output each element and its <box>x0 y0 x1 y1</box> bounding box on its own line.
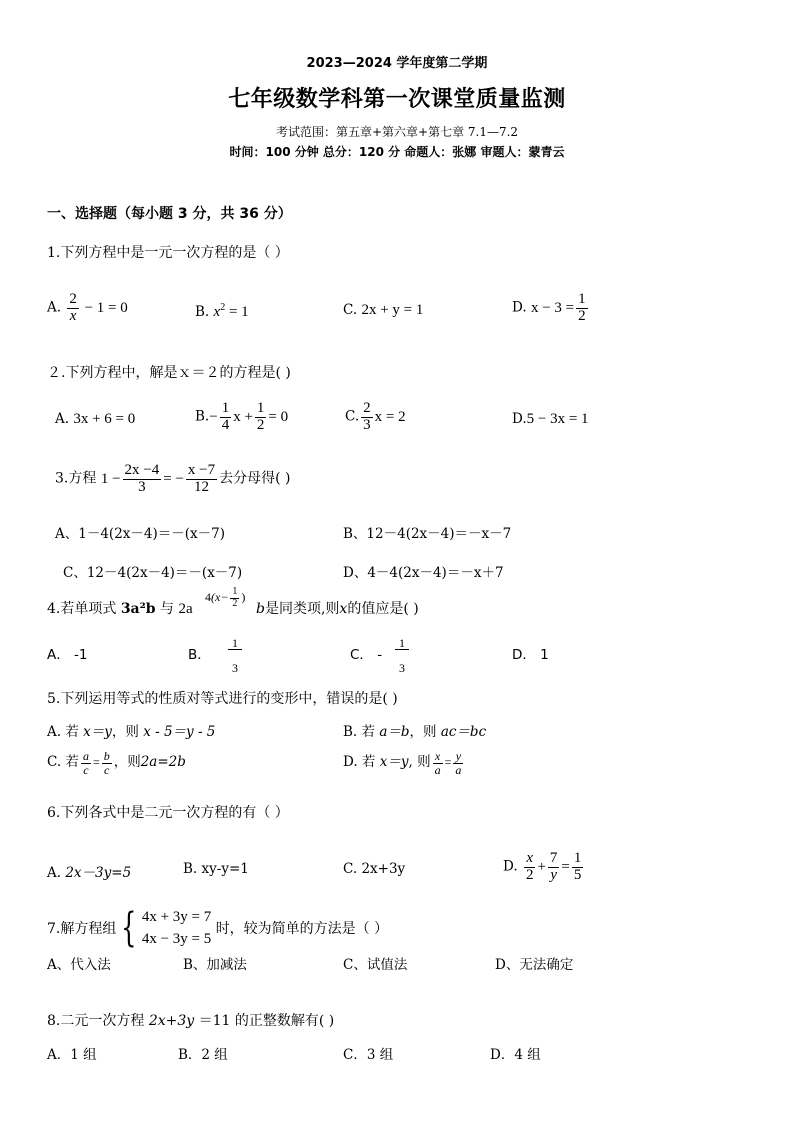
q2-stem: ２.下列方程中，解是ｘ＝２的方程是( ) <box>47 365 291 381</box>
q5-option-c: C. 若 $\frac{a}{c}$ = $\frac{b}{c}$ ，则2a=2b <box>47 749 186 777</box>
q2-option-d: D.5 − 3x = 1 <box>512 411 589 427</box>
q6-option-a: A. 2x－3y=5 <box>47 865 132 881</box>
q3-stem: 3.方程 1 − $\frac{2x -4}{3}$ = − $\frac{x -7}{12}$ 去分母得( ) <box>55 462 291 495</box>
q5-stem: 5.下列运用等式的性质对等式进行的变形中，错误的是( ) <box>47 691 398 707</box>
q3-option-c: C、12－4(2x－4)＝－(x－7) <box>63 565 243 581</box>
q8-option-b: B．2 组 <box>178 1047 228 1063</box>
q2-option-b: B.− $\frac{1}{4}$ x + $\frac{1}{2}$ = 0 <box>195 400 289 433</box>
q3-option-d: D、4－4(2x－4)＝－x＋7 <box>343 565 504 581</box>
exam-scope: 考试范围：第五章+第六章+第七章 7.1—7.2 <box>275 125 519 139</box>
q8-option-d: D．4 组 <box>490 1047 541 1063</box>
q4-option-d: D． 1 <box>512 647 549 663</box>
q7-option-a: A、代入法 <box>47 957 111 973</box>
q7-stem: 7.解方程组 { 4x + 3y = 7 4x − 3y = 5 时，较为简单的方法是（ ） <box>47 905 389 951</box>
q6-option-c: C. 2x+3y <box>343 861 406 877</box>
q8-option-c: C．3 组 <box>343 1047 394 1063</box>
q1-option-c: C. 2x + y = 1 <box>343 302 424 318</box>
q4-option-b: B． <box>188 647 211 663</box>
q5-option-a: A. 若 x＝y，则 x - 5＝y - 5 <box>47 724 216 740</box>
q7-option-c: C、试值法 <box>343 957 408 973</box>
q4-option-a: A． -1 <box>47 647 88 663</box>
q4-option-c: C． - <box>350 647 383 663</box>
q1-stem: 1.下列方程中是一元一次方程的是（ ） <box>47 245 289 261</box>
q4-option-c-frac: 1 3 <box>395 625 409 686</box>
system-brace: { <box>121 905 137 951</box>
q4-stem: 4.若单项式 3a²b 与 2a <box>47 601 193 617</box>
q7-option-d: D、无法确定 <box>495 957 574 973</box>
q5-option-d: D. 若 x＝y, 则 $\frac{x}{a}$ = $\frac{y}{a}$ <box>343 749 462 777</box>
q2-option-c: C. $\frac{2}{3}$ x = 2 <box>345 400 406 433</box>
q3-option-a: A、1－4(2x－4)＝－(x－7) <box>55 526 225 542</box>
q1-option-a: A. $\frac{2}{x}$ − 1 = 0 <box>47 291 128 324</box>
q4-exponent: 4(x− $\frac{1}{2}$ ) <box>205 586 246 609</box>
q8-option-a: A．1 组 <box>47 1047 97 1063</box>
q2-option-a: A. 3x + 6 = 0 <box>55 411 136 427</box>
section-title: 一、选择题（每小题 3 分，共 36 分） <box>47 206 292 222</box>
q7-option-b: B、加减法 <box>183 957 247 973</box>
q4-option-b-frac: 1 3 <box>228 625 242 686</box>
q5-option-b: B. 若 a＝b，则 ac＝bc <box>343 724 487 740</box>
q1-option-d: D. x − 3 = $\frac{1}{2}$ <box>512 291 586 324</box>
q6-stem: 6.下列各式中是二元一次方程的有（ ） <box>47 805 289 821</box>
q1-option-b: B. $x^2 = 1$ <box>195 302 249 320</box>
exam-term: 2023—2024 学年度第二学期 <box>306 56 488 71</box>
q8-stem: 8.二元一次方程 2x+3y ＝11 的正整数解有( ) <box>47 1013 335 1029</box>
q6-option-b: B. xy-y=1 <box>183 861 249 877</box>
q4-stem-tail: b是同类项,则x的值应是( ) <box>256 601 419 617</box>
q3-option-b: B、12－4(2x－4)＝－x－7 <box>343 526 512 542</box>
exam-title: 七年级数学科第一次课堂质量监测 <box>228 87 566 112</box>
q6-option-d: D. $\frac{x}{2}$ + $\frac{7}{y}$ = $\frac{1}{5}$ <box>503 850 582 883</box>
exam-meta: 时间：100 分钟 总分：120 分 命题人：张娜 审题人：蒙青云 <box>229 145 565 159</box>
